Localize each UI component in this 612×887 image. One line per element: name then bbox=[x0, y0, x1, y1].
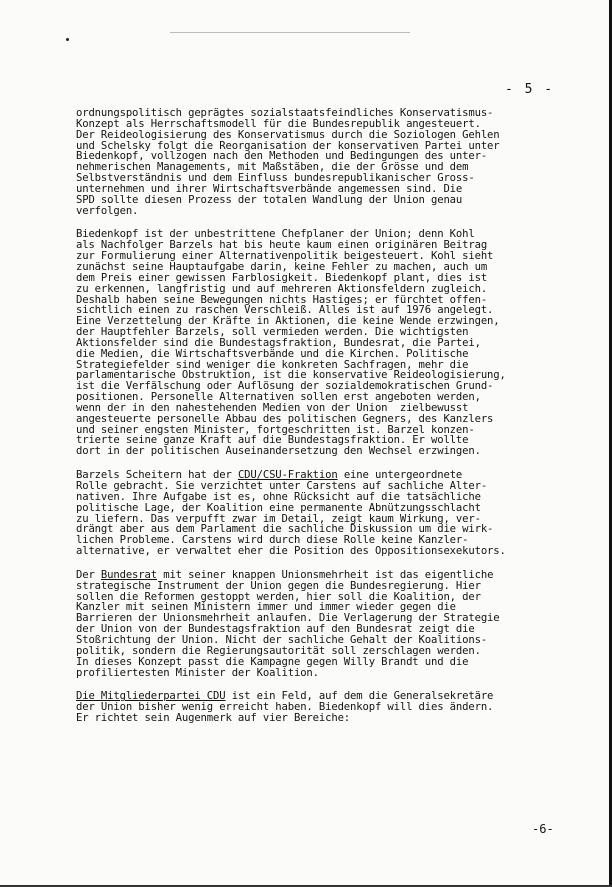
text-line: strategische Instrument der Union gegen die Bundesregierung. Hier bbox=[76, 579, 481, 592]
text-line: zu liefern. Das verpufft zwar im Detail, zeigt kaum Wirkung, ver- bbox=[76, 512, 481, 525]
text-line: unternehmen und ihrer Wirtschaftsverbände angemessen sind. Die bbox=[76, 182, 463, 195]
text-line: Stoßrichtung der Union. Nicht der sachliche Gehalt der Koalitions- bbox=[76, 633, 488, 646]
text-line: lichen Probleme. Carstens wird durch diese Rolle keine Kanzler- bbox=[76, 534, 469, 547]
text-line: als Nachfolger Barzels hat bis heute kaum einen originären Beitrag bbox=[76, 239, 488, 252]
next-page-reference: -6- bbox=[532, 822, 554, 836]
text-line: Eine Verzettelung der Kräfte in Aktionen, die keine Wende erzwingen, bbox=[76, 315, 500, 328]
text-line: profiliertesten Minister der Koalition. bbox=[76, 666, 319, 679]
text-line: nativen. Ihre Aufgabe ist es, ohne Rücksicht auf die tatsächliche bbox=[76, 490, 481, 503]
text-line: Der Reideologisierung des Konservatismus durch die Soziologen Gehlen bbox=[76, 128, 500, 141]
text-line: SPD sollte diesen Prozess der totalen Wandlung der Union genau bbox=[76, 193, 463, 206]
text-line: Kanzler mit seinen Ministern immer und immer wieder gegen die bbox=[76, 601, 456, 614]
text-line: dort in der politischen Auseinandersetzung den Wechsel erzwingen. bbox=[76, 445, 481, 458]
text-line: alternative, er verwaltet eher die Position des Oppositionsexekutors. bbox=[76, 545, 506, 558]
underlined-term: Bundesrat bbox=[100, 568, 157, 581]
text-line: der Hauptfehler Barzels, soll vermieden werden. Die wichtigsten bbox=[76, 326, 469, 339]
text-line: die Medien, die Wirtschaftsverbände und die Kirchen. Politische bbox=[76, 347, 469, 360]
page-number: - 5 - bbox=[505, 82, 555, 97]
paragraph-3 bbox=[76, 470, 592, 557]
text-line: politik, sondern die Regierungsautorität soll zerschlagen werden. bbox=[76, 644, 481, 657]
text-line: positionen. Personelle Alternativen sollen erst angeboten werden, bbox=[76, 391, 481, 404]
text-line: Biedenkopf, vollzogen nach den Methoden und Bedingungen des unter- bbox=[76, 150, 488, 163]
text-line: und Schelsky folgt die Reorganisation der konservativen Partei unter bbox=[76, 139, 500, 152]
scan-speck bbox=[66, 38, 69, 41]
text-line: Aktionsfelder sind die Bundestagsfraktion, Bundesrat, die Partei, bbox=[76, 336, 481, 349]
text-line: trierte seine ganze Kraft auf die Bundestagsfraktion. Er wollte bbox=[76, 434, 469, 447]
body-text bbox=[76, 108, 592, 724]
text-line: Biedenkopf ist der unbestrittene Chefplaner der Union; denn Kohl bbox=[76, 228, 475, 241]
text-line: politische Lage, der Koalition eine permanente Abnützungsschlacht bbox=[76, 501, 481, 514]
paragraph-1 bbox=[76, 108, 592, 216]
text-line: Er richtet sein Augenmerk auf vier Bereiche: bbox=[76, 712, 351, 725]
text-line: sollen die Reformen gestoppt werden, hier soll die Koalition, der bbox=[76, 590, 481, 603]
text-line: der Union bisher wenig erreicht haben. Biedenkopf will dies ändern. bbox=[76, 701, 494, 714]
underlined-term: Die Mitgliederpartei CDU bbox=[76, 690, 226, 703]
text-line: angesteuerte personelle Abbau des politischen Gegners, des Kanzlers bbox=[76, 412, 494, 425]
text-line: dem Preis einer gewissen Farblosigkeit. Biedenkopf plant, dies ist bbox=[76, 271, 488, 284]
lead-rest-text: ist ein Feld, auf dem die Generalsekretäre bbox=[225, 690, 494, 703]
text-line: drängt aber aus dem Parlament die sachliche Diskussion um die wirk- bbox=[76, 523, 494, 536]
lead-text: Der bbox=[76, 568, 101, 581]
text-line: ordnungspolitisch geprägtes sozialstaatsfeindliches Konservatismus- bbox=[76, 107, 494, 119]
underlined-term: CDU/CSU-Fraktion bbox=[237, 469, 338, 482]
paragraph-5 bbox=[76, 691, 592, 724]
text-line: nehmerischen Managements, mit Maßstäben, die der Grösse und dem bbox=[76, 161, 469, 174]
text-line: Konzept als Herrschaftsmodell für die Bundesrepublik angesteuert. bbox=[76, 117, 481, 130]
lead-rest-text: eine untergeordnete bbox=[337, 469, 463, 482]
text-line: parlamentarische Obstruktion, ist die konservative Reideologisierung, bbox=[76, 369, 506, 382]
text-line: Rolle gebracht. Sie verzichtet unter Carstens auf sachliche Alter- bbox=[76, 480, 488, 492]
text-line: sichtlich einen zu raschen Verschleiß. Alles ist auf 1976 angelegt. bbox=[76, 304, 494, 317]
lead-text: Barzels Scheitern hat der bbox=[76, 469, 238, 482]
text-line: Barrieren der Unionsmehrheit anlaufen. Die Verlagerung der Strategie bbox=[76, 612, 500, 625]
text-line: In dieses Konzept passt die Kampagne gegen Willy Brandt und die bbox=[76, 655, 469, 668]
text-line: der Union von der Bundestagsfraktion auf den Bundesrat zeigt die bbox=[76, 623, 475, 636]
text-line: und seiner engsten Minister, fortgeschritten ist. Barzel konzen- bbox=[76, 423, 475, 436]
paragraph-2 bbox=[76, 229, 592, 457]
text-line: zur Formulierung einer Alternativenpolitik beigesteuert. Kohl sieht bbox=[76, 250, 494, 263]
text-line: ist die Verfälschung oder Auflösung der sozialdemokratischen Grund- bbox=[76, 380, 494, 393]
text-line: wenn der in den nahestehenden Medien von der Union zielbewusst bbox=[76, 401, 469, 414]
text-line: zu erkennen, langfristig und auf mehreren Aktionsfeldern zugleich. bbox=[76, 282, 488, 295]
scan-artifact-line bbox=[170, 32, 410, 33]
text-line: Deshalb haben seine Bewegungen nichts Hastiges; er fürchtet offen- bbox=[76, 293, 488, 306]
text-line: Selbstverständnis und dem Einfluss bundesrepublikanischer Gross- bbox=[76, 172, 475, 185]
text-line: zunächst seine Hauptaufgabe darin, keine Fehler zu machen, auch um bbox=[76, 260, 488, 273]
lead-rest-text: mit seiner knappen Unionsmehrheit ist das eigentliche bbox=[156, 568, 494, 581]
text-line: Strategiefelder sind weniger die konkreten Sachfragen, mehr die bbox=[76, 358, 469, 371]
paragraph-4 bbox=[76, 570, 592, 678]
text-line: verfolgen. bbox=[76, 204, 139, 217]
